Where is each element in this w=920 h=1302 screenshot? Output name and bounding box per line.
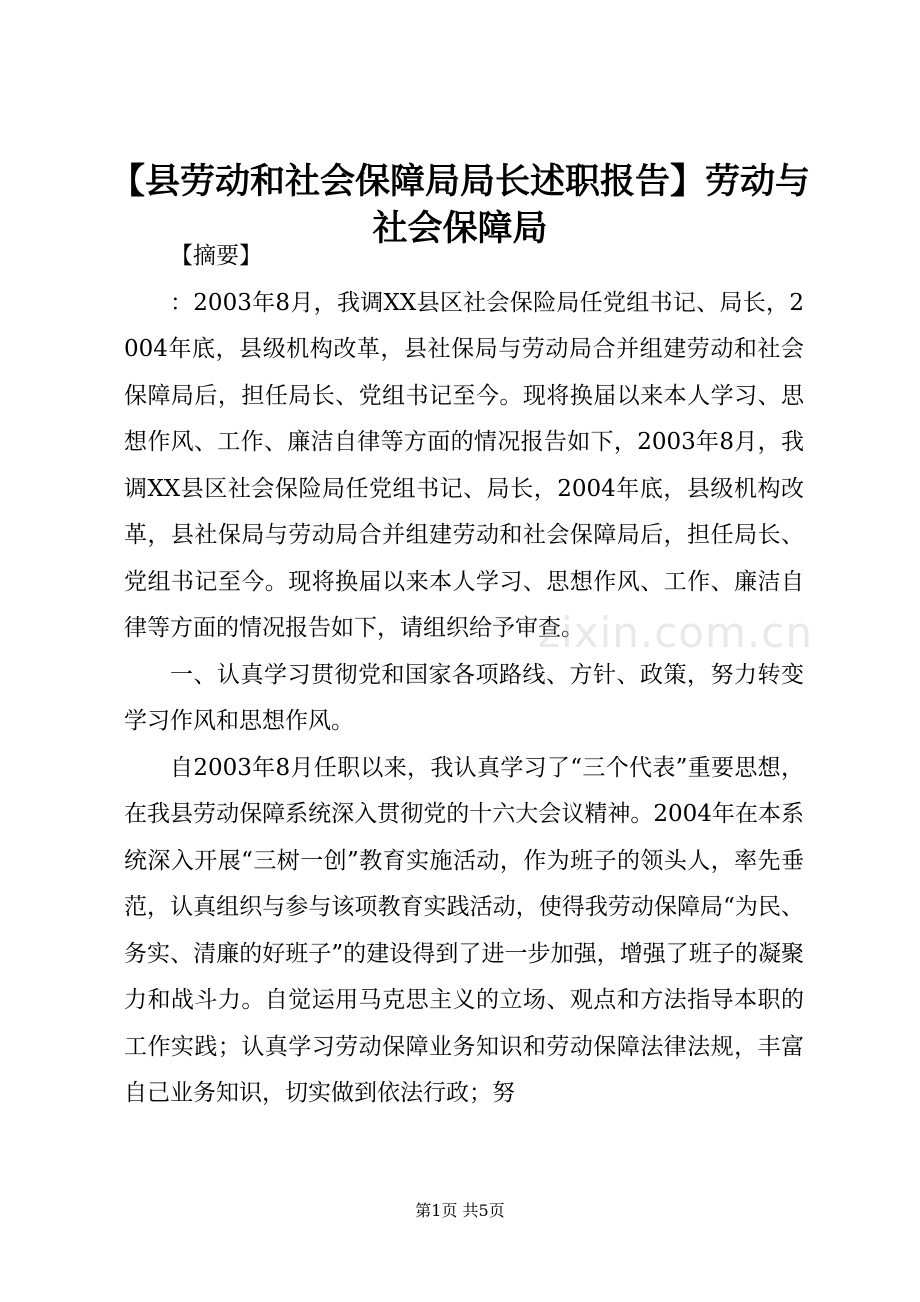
paragraph-intro: ：2003年8月，我调XX县区社会保险局任党组书记、局长，2004年底，县级机构改革，县社保局与劳动局合并组建劳动和社会保障局后，担任局长、党组书记至今。现将换届以来本人学习、思想作风、工作、廉洁自律等方面的情况报告如下，2003年8月，我调XX县区社会保险局任党组书记、局长，2004年底，县级机构改革，县社保局与劳动局合并组建劳动和社会保障局后，担任局长、党组书记至今。现将换届以来本人学习、思想作风、工作、廉洁自律等方面的情况报告如下，请组织给予审查。 — [124, 289, 804, 641]
abstract-label: 【摘要】 — [170, 243, 262, 269]
paragraph-section-1: 自2003年8月任职以来，我认真学习了“三个代表”重要思想，在我县劳动保障系统深入贯彻党的十六大会议精神。2004年在本系统深入开展“三树一创”教育实施活动，作为班子的领头人，率先垂范，认真组织与参与该项教育实践活动，使得我劳动保障局“为民、务实、清廉的好班子”的建设得到了进一步加强，增强了班子的凝聚力和战斗力。自觉运用马克思主义的立场、观点和方法指导本职的工作实践；认真学习劳动保障业务知识和劳动保障法律法规，丰富自己业务知识，切实做到依法行政；努 — [124, 754, 804, 1106]
document-title: 【县劳动和社会保障局局长述职报告】劳动与社会保障局 — [109, 161, 810, 249]
document-body — [124, 233, 804, 1117]
watermark: zixin.com.cn — [538, 608, 813, 657]
section-heading-1: 一、认真学习贯彻党和国家各项路线、方针、政策，努力转变学习作风和思想作风。 — [124, 661, 804, 734]
page-footer: 第1页 共5页 — [415, 1201, 505, 1220]
